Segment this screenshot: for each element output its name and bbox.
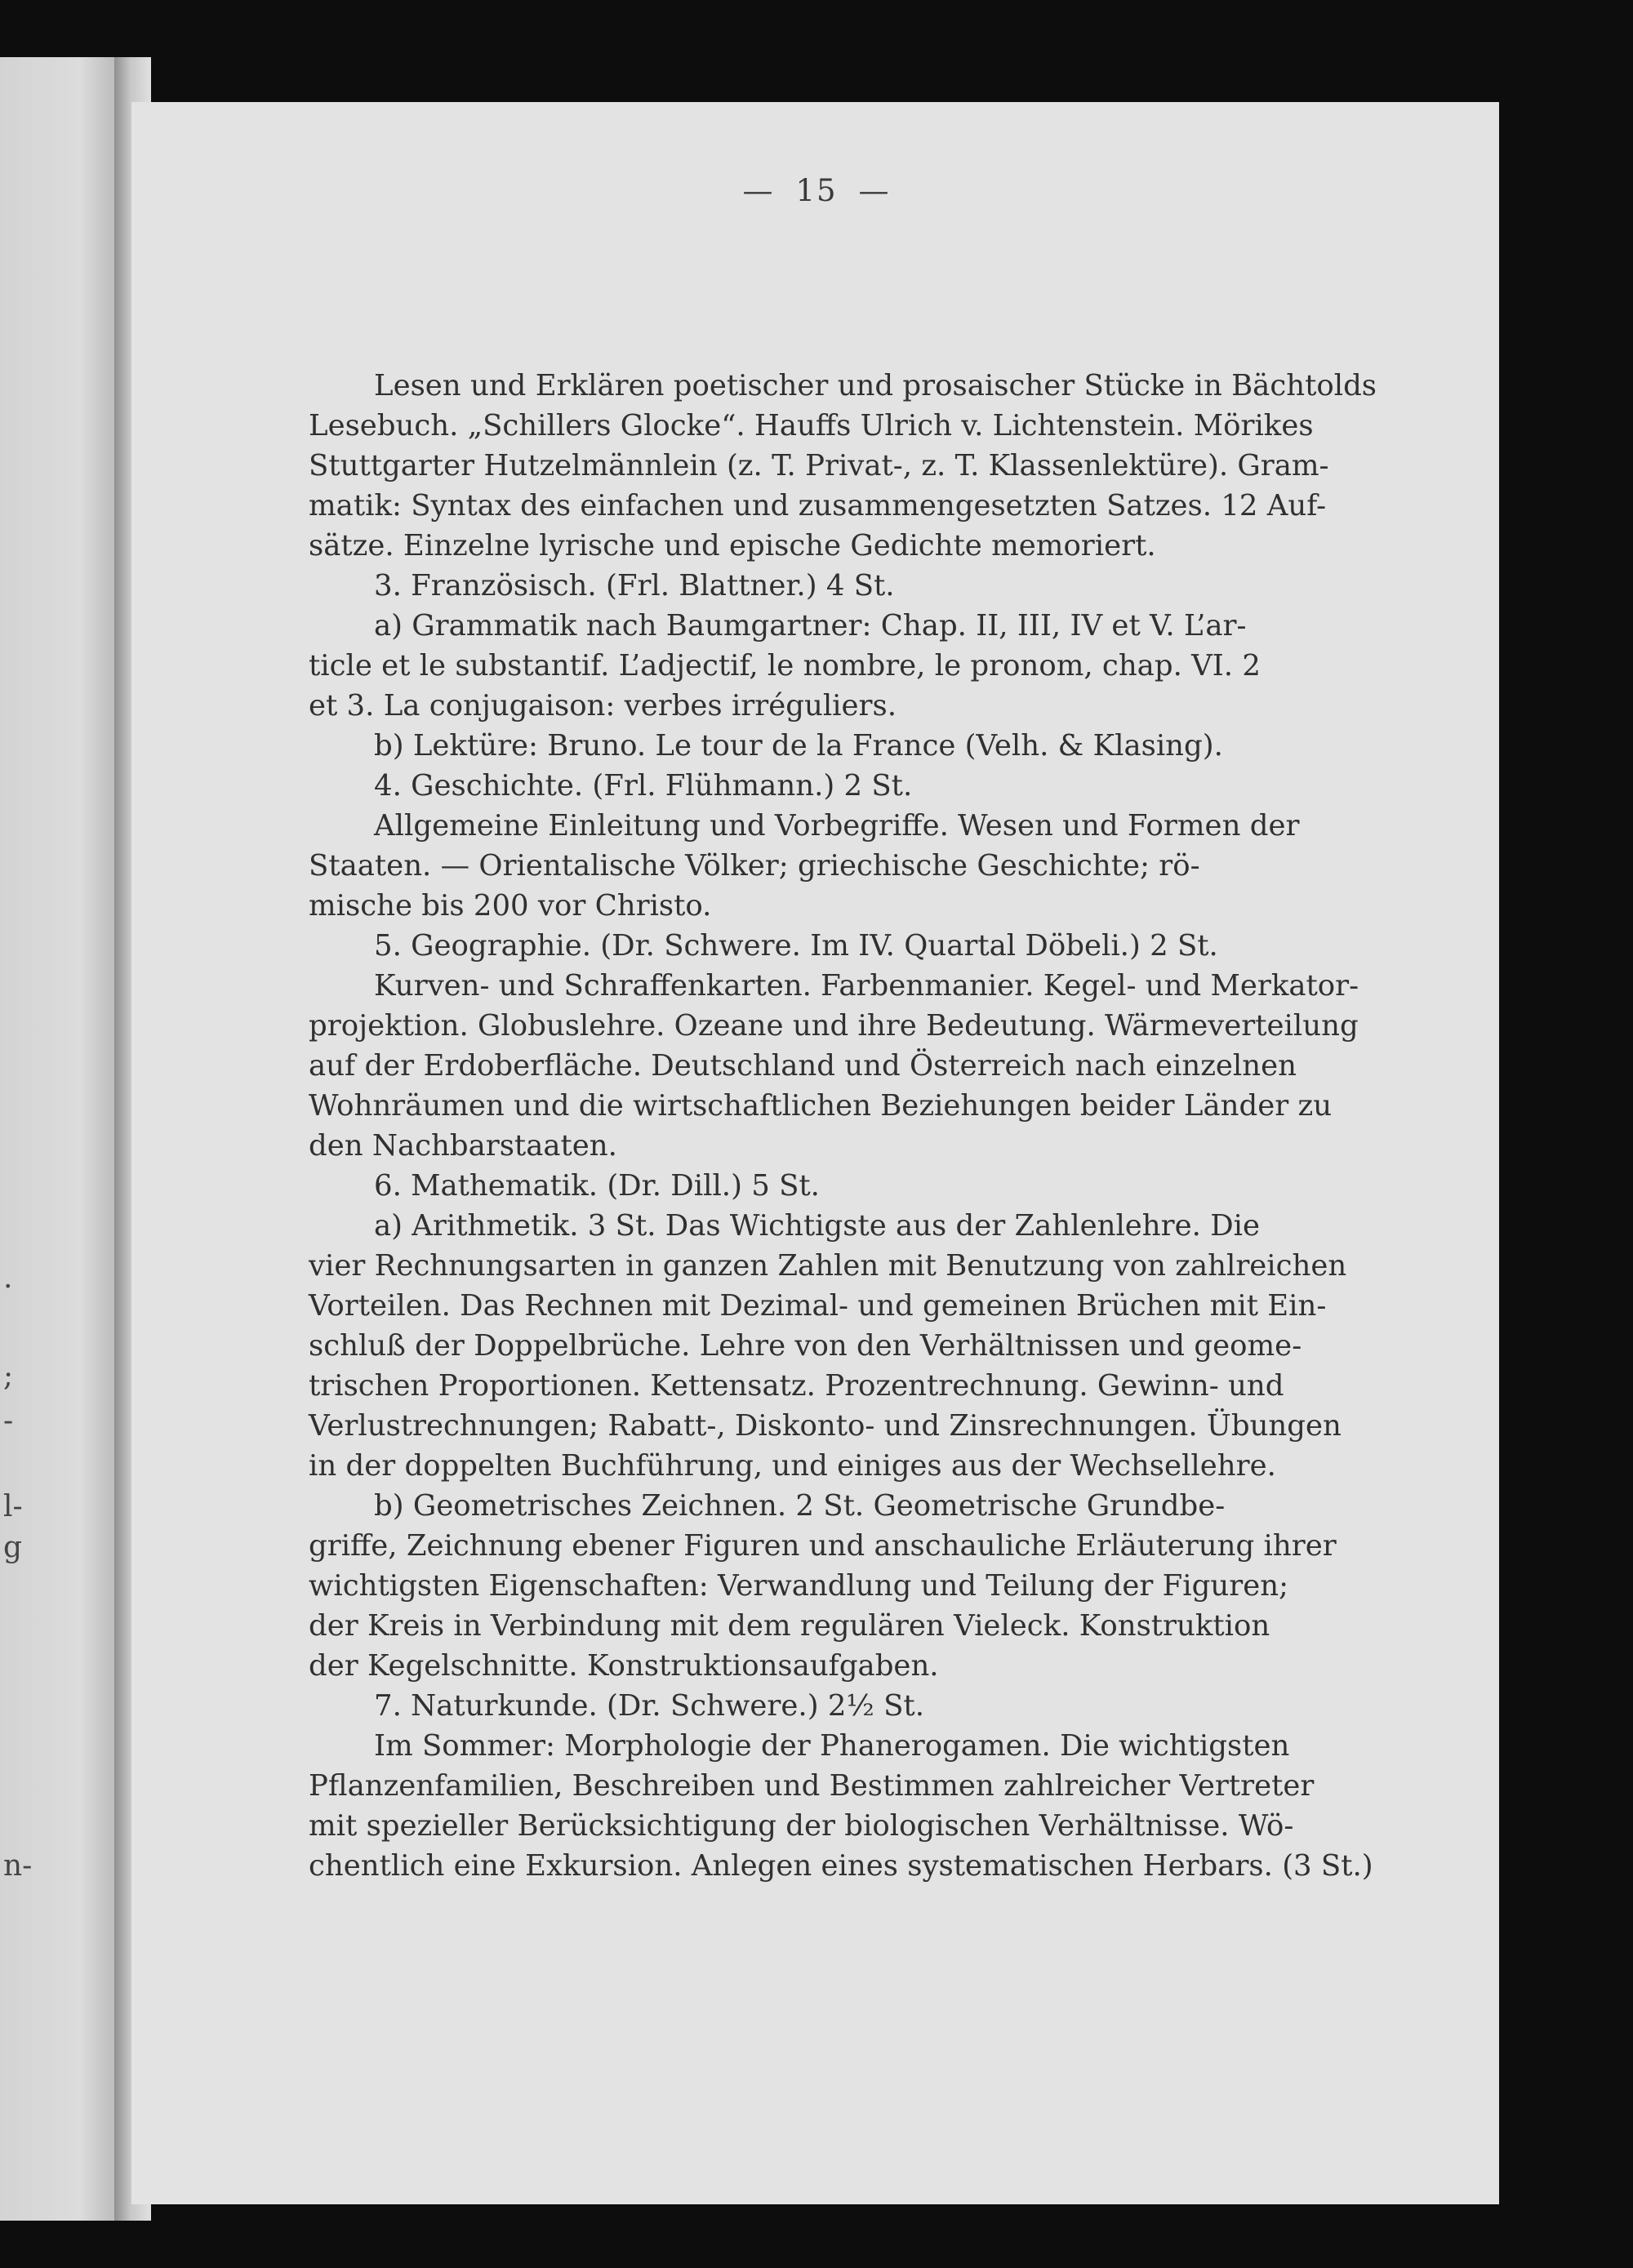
text-line: auf der Erdoberfläche. Deutschland und Österreich nach einzelnen (309, 1049, 1297, 1083)
text-line: Lesebuch. „Schillers Glocke“. Hauffs Ulrich v. Lichtenstein. Mörikes (309, 409, 1314, 442)
text-line: Verlustrechnungen; Rabatt-, Diskonto- und Zinsrechnungen. Übungen (309, 1409, 1342, 1443)
text-line: sätze. Einzelne lyrische und epische Gedichte memoriert. (309, 529, 1156, 563)
text-line: trischen Proportionen. Kettensatz. Prozentrechnung. Gewinn- und (309, 1369, 1284, 1403)
text-line: Staaten. — Orientalische Völker; griechische Geschichte; rö- (309, 849, 1200, 883)
text-line: a) Grammatik nach Baumgartner: Chap. II, III, IV et V. L’ar- (374, 609, 1247, 643)
text-line: et 3. La conjugaison: verbes irréguliers. (309, 689, 897, 723)
text-line: Im Sommer: Morphologie der Phanerogamen. Die wichtigsten (374, 1729, 1290, 1763)
text-line: b) Lektüre: Bruno. Le tour de la France (Velh. & Klasing). (374, 729, 1223, 763)
section-heading: 3. Französisch. (Frl. Blattner.) 4 St. (374, 569, 895, 603)
text-line: der Kreis in Verbindung mit dem regulären Vieleck. Konstruktion (309, 1609, 1270, 1643)
section-heading: 7. Naturkunde. (Dr. Schwere.) 2½ St. (374, 1689, 924, 1723)
page-header (0, 173, 1633, 208)
text-line: mit spezieller Berücksichtigung der biologischen Verhältnisse. Wö- (309, 1809, 1294, 1843)
text-line: den Nachbarstaaten. (309, 1129, 617, 1163)
page-number: 15 (795, 173, 838, 208)
text-line: Allgemeine Einleitung und Vorbegriffe. Wesen und Formen der (374, 809, 1300, 843)
text-line: Stuttgarter Hutzelmännlein (z. T. Privat-, z. T. Klassenlektüre). Gram- (309, 449, 1329, 483)
text-line: der Kegelschnitte. Konstruktionsaufgaben. (309, 1649, 939, 1683)
header-dash: — (858, 173, 891, 208)
text-line: vier Rechnungsarten in ganzen Zahlen mit Benutzung von zahlreichen (309, 1249, 1347, 1283)
text-line: in der doppelten Buchführung, und einiges aus der Wechsellehre. (309, 1449, 1276, 1483)
text-line: ticle et le substantif. L’adjectif, le nombre, le pronom, chap. VI. 2 (309, 649, 1261, 683)
left-page-fragment: g (3, 1531, 23, 1564)
text-line: schluß der Doppelbrüche. Lehre von den Verhältnissen und geome- (309, 1329, 1302, 1363)
left-page-fragment: - (3, 1404, 14, 1438)
text-line: griffe, Zeichnung ebener Figuren und anschauliche Erläuterung ihrer (309, 1529, 1337, 1563)
text-line: Wohnräumen und die wirtschaftlichen Beziehungen beider Länder zu (309, 1089, 1333, 1123)
text-line: Lesen und Erklären poetischer und prosaischer Stücke in Bächtolds (374, 369, 1377, 402)
section-heading: 6. Mathematik. (Dr. Dill.) 5 St. (374, 1169, 820, 1203)
body-text (309, 366, 1377, 1886)
text-line: Pflanzenfamilien, Beschreiben und Bestimmen zahlreicher Vertreter (309, 1769, 1315, 1803)
text-line: a) Arithmetik. 3 St. Das Wichtigste aus der Zahlenlehre. Die (374, 1209, 1261, 1243)
text-line: chentlich eine Exkursion. Anlegen eines systematischen Herbars. (3 St.) (309, 1849, 1373, 1883)
left-page-fragment: l- (3, 1490, 23, 1523)
text-line: matik: Syntax des einfachen und zusammengesetzten Satzes. 12 Auf- (309, 489, 1327, 523)
left-page-edge (0, 57, 114, 2221)
left-page-fragment: . (3, 1261, 13, 1295)
text-line: Vorteilen. Das Rechnen mit Dezimal- und gemeinen Brüchen mit Ein- (309, 1289, 1327, 1323)
text-line: wichtigsten Eigenschaften: Verwandlung und Teilung der Figuren; (309, 1569, 1289, 1603)
text-line: projektion. Globuslehre. Ozeane und ihre Bedeutung. Wärmeverteilung (309, 1009, 1359, 1043)
header-dash: — (742, 173, 775, 208)
text-line: Kurven- und Schraffenkarten. Farbenmanier. Kegel- und Merkator- (374, 969, 1359, 1003)
left-page-fragment: ; (3, 1359, 14, 1393)
section-heading: 4. Geschichte. (Frl. Flühmann.) 2 St. (374, 769, 913, 803)
text-line: mische bis 200 vor Christo. (309, 889, 712, 923)
section-heading: 5. Geographie. (Dr. Schwere. Im IV. Quartal Döbeli.) 2 St. (374, 929, 1218, 963)
left-page-fragment: n- (3, 1849, 33, 1883)
text-line: b) Geometrisches Zeichnen. 2 St. Geometrische Grundbe- (374, 1489, 1226, 1523)
